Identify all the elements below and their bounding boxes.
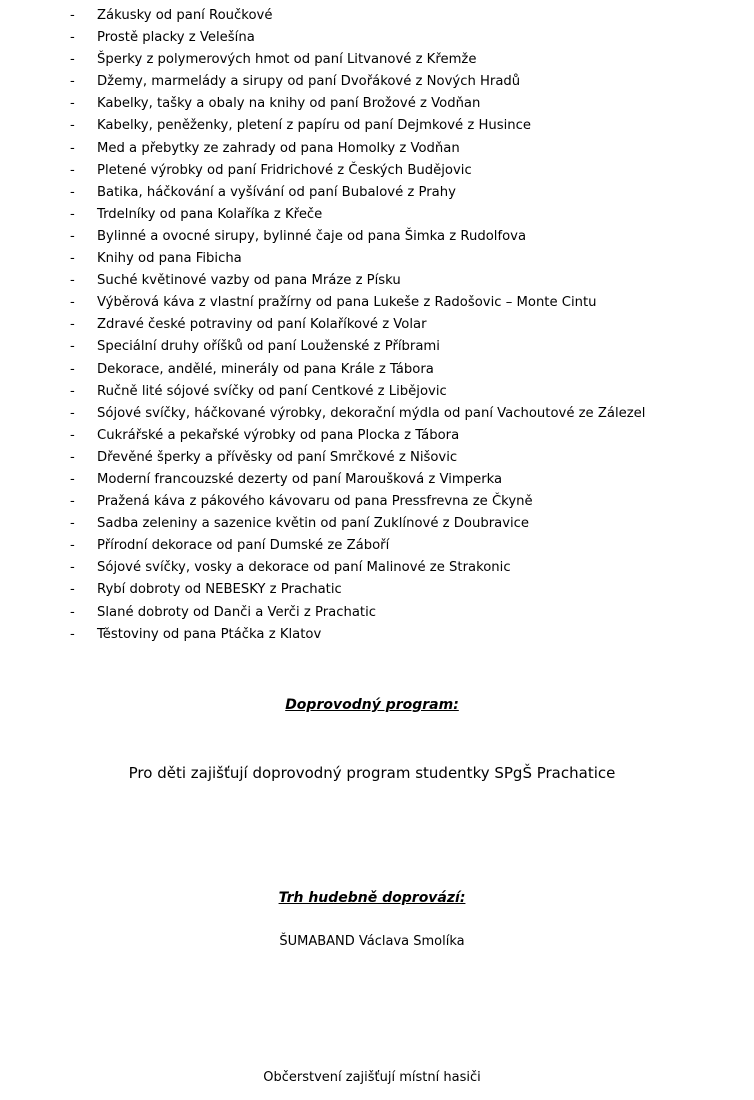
list-bullet: - <box>70 8 75 23</box>
list-item-text: Suché květinové vazby od pana Mráze z Písku <box>97 273 401 289</box>
list-item-text: Dekorace, andělé, minerály od pana Krále z Tábora <box>97 361 434 377</box>
list-item-text: Sadba zeleniny a sazenice květin od paní Zuklínové z Doubravice <box>97 516 530 532</box>
program-text: Pro děti zajišťují doprovodný program studentky SPgŠ Prachatice <box>128 764 616 782</box>
list-item-text: Speciální druhy oříšků od paní Louženské z Příbrami <box>97 339 440 355</box>
list-item-text: Slané dobroty od Danči a Verči z Prachatic <box>97 604 377 620</box>
list-bullet: - <box>70 361 75 377</box>
list-bullet: - <box>70 96 75 112</box>
list-bullet: - <box>70 140 75 156</box>
list-item-text: Ručně lité sójové svíčky od paní Centkové z Liběјovic <box>97 383 447 399</box>
list-item-text: Prostě placky z Velešína <box>97 30 255 46</box>
list-bullet: - <box>70 206 75 222</box>
list-bullet: - <box>70 30 75 46</box>
list-item-text: Med a přebytky ze zahrady od pana Homolky z Vodňan <box>97 140 460 156</box>
list-bullet: - <box>70 471 75 487</box>
program-heading: Doprovodný program: <box>285 697 459 713</box>
list-item-text: Knihy od pana Fibicha <box>97 251 242 267</box>
list-item-text: Trdelníky od pana Kolaříka z Křeče <box>97 206 323 222</box>
list-bullet: - <box>70 383 75 399</box>
list-item-text: Přírodní dekorace od paní Dumské ze Záboří <box>97 538 390 554</box>
list-bullet: - <box>70 604 75 620</box>
list-bullet: - <box>70 228 75 244</box>
list-item-text: Moderní francouzské dezerty od paní Maroušková z Vimperka <box>97 471 503 487</box>
list-item-text: Bylinné a ovocné sirupy, bylinné čaje od pana Šimka z Rudolfova <box>97 228 527 244</box>
list-item-text: Cukrářské a pekařské výrobky od pana Plocka z Tábora <box>97 427 460 443</box>
list-item-text: Sójové svíčky, vosky a dekorace od paní Malinové ze Strakonic <box>97 560 511 576</box>
list-bullet: - <box>70 52 75 68</box>
list-bullet: - <box>70 295 75 311</box>
list-bullet: - <box>70 494 75 510</box>
list-item-text: Zákusky od paní Roučkové <box>97 8 273 23</box>
list-bullet: - <box>70 427 75 443</box>
list-bullet: - <box>70 405 75 421</box>
music-text: ŠUMABAND Václava Smolíka <box>279 934 465 949</box>
list-item-text: Pletené výrobky od paní Fridrichové z Českých Budějovic <box>97 162 472 178</box>
list-item-text: Dřevěné šperky a přívěsky od paní Smrčkové z Nišovic <box>97 449 458 465</box>
list-item-text: Šperky z polymerových hmot od paní Litvanové z Křemže <box>97 52 477 68</box>
list-item-text: Kabelky, peněženky, pletení z papíru od paní Dejmkové z Husince <box>97 118 531 134</box>
list-item-text: Těstoviny od pana Ptáčka z Klatov <box>97 626 322 642</box>
list-bullet: - <box>70 582 75 598</box>
list-bullet: - <box>70 626 75 642</box>
list-bullet: - <box>70 74 75 90</box>
list-bullet: - <box>70 118 75 134</box>
list-item-text: Výběrová káva z vlastní pražírny od pana Lukeše z Radošovic – Monte Cintu <box>97 295 597 311</box>
list-bullet: - <box>70 273 75 289</box>
list-item-text: Rybí dobroty od NEBESKY z Prachatic <box>97 582 342 598</box>
list-bullet: - <box>70 339 75 355</box>
list-item-text: Džemy, marmelády a sirupy od paní Dvořákové z Nových Hradů <box>97 74 521 90</box>
refreshments-text: Občerstvení zajišťují místní hasiči <box>263 1070 481 1085</box>
list-item-text: Zdravé české potraviny od paní Kolaříkové z Volar <box>97 317 427 333</box>
list-item-text: Batika, háčkování a vyšívání od paní Bubalové z Prahy <box>97 184 456 200</box>
music-heading: Trh hudebně doprovází: <box>278 890 466 906</box>
list-bullet: - <box>70 449 75 465</box>
list-item-text: Pražená káva z pákového kávovaru od pana Pressfrevna ze Čkyně <box>97 494 533 510</box>
list-bullet: - <box>70 162 75 178</box>
list-item-text: Kabelky, tašky a obaly na knihy od paní Brožové z Vodňan <box>97 96 481 112</box>
list-bullet: - <box>70 538 75 554</box>
list-bullet: - <box>70 251 75 267</box>
list-bullet: - <box>70 184 75 200</box>
list-item-text: Sójové svíčky, háčkované výrobky, dekorační mýdla od paní Vachoutové ze Zálezel <box>97 405 646 421</box>
list-bullet: - <box>70 560 75 576</box>
list-bullet: - <box>70 516 75 532</box>
list-bullet: - <box>70 317 75 333</box>
